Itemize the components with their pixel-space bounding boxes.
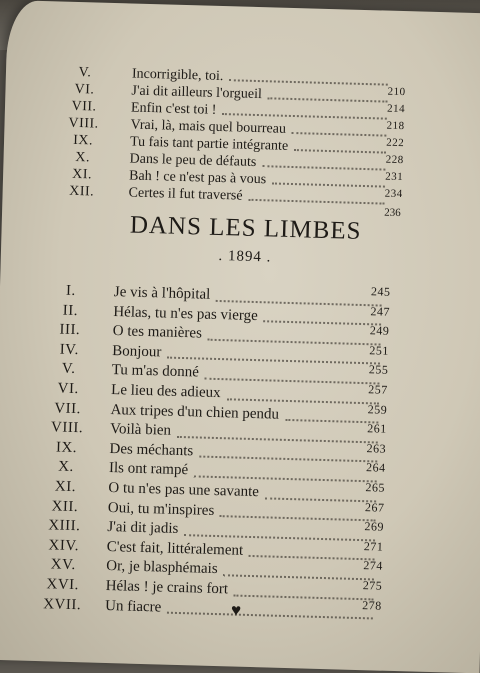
leader-dots — [265, 497, 376, 502]
entry-page: 275 — [362, 578, 383, 593]
entry-page: 210 — [387, 85, 406, 99]
entry-page: 274 — [363, 558, 384, 573]
entry-title: Enfin c'est toi ! — [130, 100, 217, 118]
leader-dots — [216, 300, 382, 307]
entry-number: XII. — [51, 497, 79, 515]
entry-title: Or, je blasphémais — [106, 558, 218, 578]
entry-title: Bonjour — [112, 342, 162, 361]
entry-title: Incorrigible, toi. — [131, 66, 224, 85]
leader-dots — [267, 97, 387, 102]
entry-title: Hélas ! je crains fort — [105, 577, 229, 598]
leader-dots — [223, 574, 374, 580]
entry-title: Tu fais tant partie intégrante — [129, 134, 289, 154]
entry-page: 257 — [368, 382, 388, 397]
leader-dots — [229, 79, 388, 85]
leader-dots — [272, 182, 385, 187]
entry-title: Vrai, là, mais quel bourreau — [130, 117, 287, 137]
entry-number: XV. — [50, 556, 76, 574]
entry-title: O tu n'es pas une savante — [108, 479, 260, 501]
entry-page: 267 — [364, 499, 385, 515]
entry-number: XI. — [54, 478, 77, 496]
entry-page: 259 — [367, 401, 388, 417]
entry-page: 255 — [368, 362, 389, 378]
entry-number: V. — [61, 361, 76, 378]
entry-title: Aux tripes d'un chien pendu — [110, 401, 280, 423]
entry-page: 278 — [362, 597, 382, 613]
leader-dots — [222, 113, 387, 120]
entry-number: X. — [75, 149, 91, 166]
entry-page: 231 — [385, 170, 404, 184]
entry-title: Oui, tu m'inspires — [107, 499, 215, 519]
entry-page: 245 — [370, 284, 391, 299]
entry-page: 271 — [363, 538, 384, 554]
entry-number: VI. — [57, 380, 79, 398]
entry-page: 261 — [366, 421, 387, 436]
entry-number: IX. — [55, 439, 78, 456]
entry-number: I. — [65, 282, 76, 300]
entry-title: Dans le peu de défauts — [129, 151, 257, 170]
section-year: . 1894 . — [218, 247, 272, 266]
leader-dots — [167, 612, 373, 620]
entry-number: V. — [78, 65, 92, 81]
heart-ornament-icon: ♥ — [230, 600, 242, 620]
entry-number: VI. — [74, 81, 95, 98]
section-heading: DANS LES LIMBES — [129, 211, 362, 245]
entry-page: 214 — [386, 102, 406, 116]
leader-dots — [248, 199, 384, 205]
entry-title: J'ai dit jadis — [107, 519, 179, 538]
entry-page: 264 — [365, 460, 386, 476]
entry-number: VII. — [71, 98, 97, 115]
entry-page: 234 — [384, 187, 403, 201]
entry-number: VII. — [54, 400, 82, 417]
entry-number: XVII. — [42, 595, 82, 613]
leader-dots — [220, 515, 376, 521]
entry-title: Ils ont rampé — [108, 460, 189, 479]
entry-number: VIII. — [50, 419, 84, 437]
entry-number: XIV. — [48, 537, 80, 554]
entry-number: XVI. — [46, 576, 80, 594]
entry-page: 247 — [370, 303, 391, 319]
leader-dots — [285, 419, 378, 424]
entry-title: Voilà bien — [109, 421, 172, 439]
leader-dots — [263, 320, 381, 325]
section1-last-page: 236 — [384, 206, 401, 220]
leader-dots — [233, 594, 373, 600]
entry-page: 218 — [386, 119, 405, 133]
entry-title: Certes il fut traversé — [128, 185, 243, 204]
entry-number: IV. — [59, 341, 80, 358]
entry-title: Tu m'as donné — [111, 362, 200, 381]
entry-number: XIII. — [48, 517, 81, 535]
leader-dots — [294, 149, 386, 154]
entry-number: IX. — [73, 132, 94, 149]
table-of-contents — [42, 63, 450, 620]
entry-page: 265 — [365, 480, 386, 495]
entry-title: C'est fait, littéralement — [106, 538, 244, 559]
entry-page: 263 — [366, 440, 387, 456]
leader-dots — [291, 132, 386, 137]
entry-number: X. — [57, 458, 74, 476]
entry-number: XII. — [69, 183, 95, 200]
entry-page: 269 — [364, 519, 385, 534]
leader-dots — [227, 398, 379, 404]
entry-title: Bah ! ce n'est pas à vous — [128, 168, 267, 188]
entry-title: Hélas, tu n'es pas vierge — [113, 303, 258, 324]
entry-number: II. — [62, 302, 79, 319]
entry-title: Je vis à l'hôpital — [113, 284, 211, 303]
entry-page: 251 — [369, 343, 390, 358]
entry-title: Un fiacre — [104, 597, 162, 616]
entry-page: 222 — [385, 136, 405, 150]
leader-dots — [262, 165, 385, 170]
entry-number: XI. — [72, 166, 93, 183]
leader-dots — [249, 555, 375, 561]
entry-title: Des méchants — [109, 440, 194, 460]
entry-title: J'ai dit ailleurs l'orgueil — [131, 83, 263, 103]
entry-number: VIII. — [68, 115, 99, 132]
entry-title: Le lieu des adieux — [110, 382, 221, 402]
section2-list — [27, 281, 444, 625]
entry-number: III. — [59, 321, 81, 339]
section1-list — [46, 63, 450, 210]
entry-page: 249 — [369, 323, 390, 338]
entry-title: O tes manières — [112, 323, 203, 342]
entry-page: 228 — [385, 153, 404, 167]
